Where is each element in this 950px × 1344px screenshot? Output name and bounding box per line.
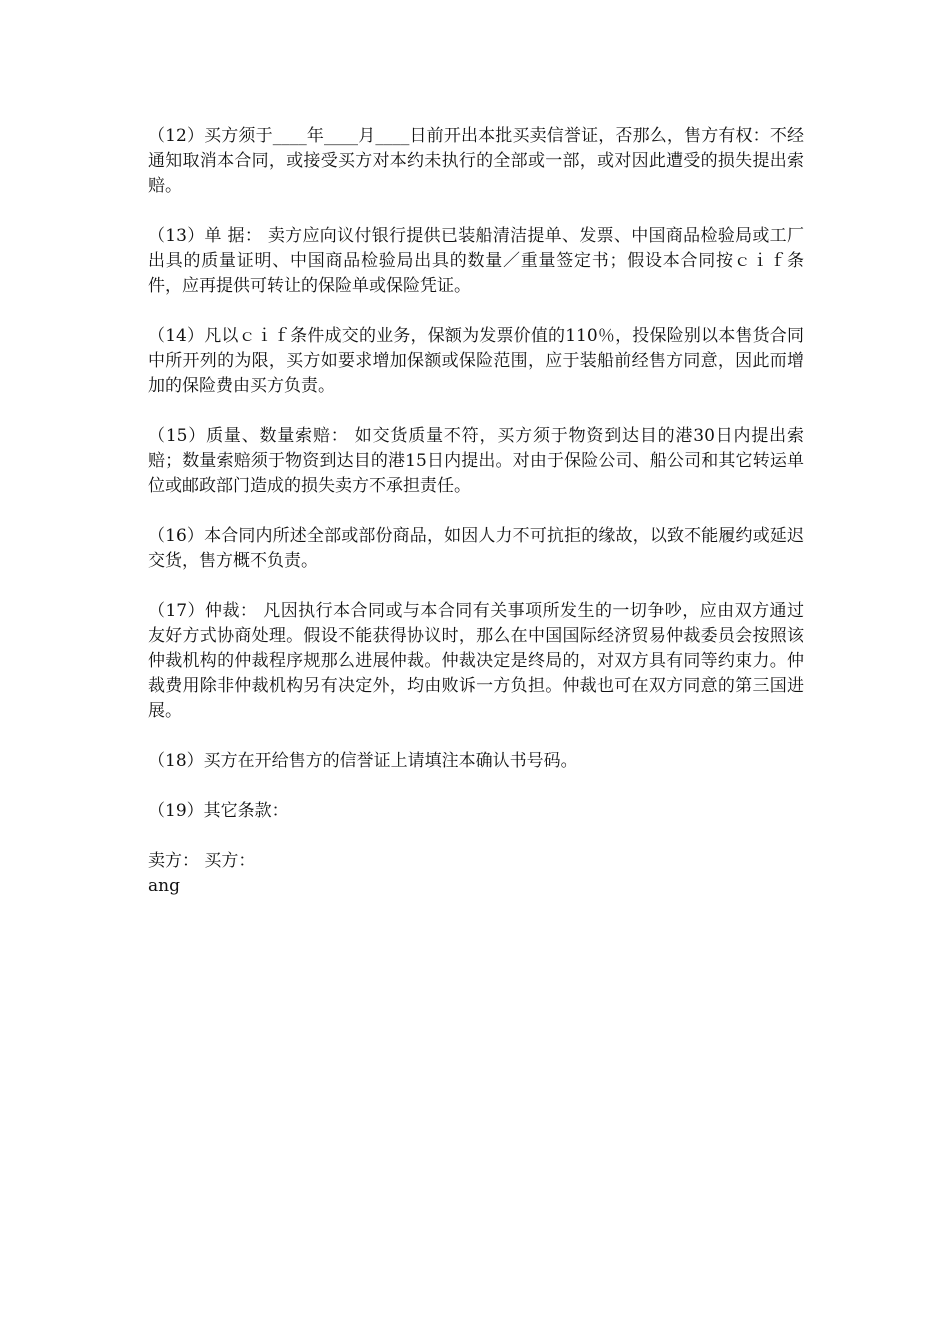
contract-body	[148, 124, 804, 899]
clause-15: （15）质量、数量索赔： 如交货质量不符，买方须于物资到达目的港30日内提出索赔；数量索赔须于物资到达目的港15日内提出。对由于保险公司、船公司和其它转运单位或邮政部门造成的损失卖方不承担责任。	[148, 426, 804, 496]
signature-line: 卖方： 买方：	[148, 851, 256, 871]
clause-17: （17）仲裁： 凡因执行本合同或与本合同有关事项所发生的一切争吵，应由双方通过友好方式协商处理。假设不能获得协议时，那么在中国国际经济贸易仲裁委员会按照该仲裁机构的仲裁程序规那么进展仲裁。仲裁决定是终局的，对双方具有同等约束力。仲裁费用除非仲裁机构另有决定外，均由败诉一方负担。仲裁也可在双方同意的第三国进展。	[148, 601, 804, 721]
trailing-text: ang	[148, 876, 180, 896]
clause-12: （12）买方须于____年____月____日前开出本批买卖信誉证，否那么，售方有权：不经通知取消本合同，或接受买方对本约未执行的全部或一部，或对因此遭受的损失提出索赔。	[148, 126, 804, 196]
clause-18: （18）买方在开给售方的信誉证上请填注本确认书号码。	[148, 751, 578, 771]
clause-19: （19）其它条款：	[148, 801, 289, 821]
clause-16: （16）本合同内所述全部或部份商品，如因人力不可抗拒的缘故，以致不能履约或延迟交货，售方概不负责。	[148, 526, 804, 571]
clause-13: （13）单 据： 卖方应向议付银行提供已装船清洁提单、发票、中国商品检验局或工厂出具的质量证明、中国商品检验局出具的数量／重量签定书；假设本合同按ｃｉｆ条件，应再提供可转让的保险单或保险凭证。	[148, 226, 804, 296]
clause-14: （14）凡以ｃｉｆ条件成交的业务，保额为发票价值的110％，投保险别以本售货合同中所开列的为限，买方如要求增加保额或保险范围，应于装船前经售方同意，因此而增加的保险费由买方负责。	[148, 326, 804, 396]
